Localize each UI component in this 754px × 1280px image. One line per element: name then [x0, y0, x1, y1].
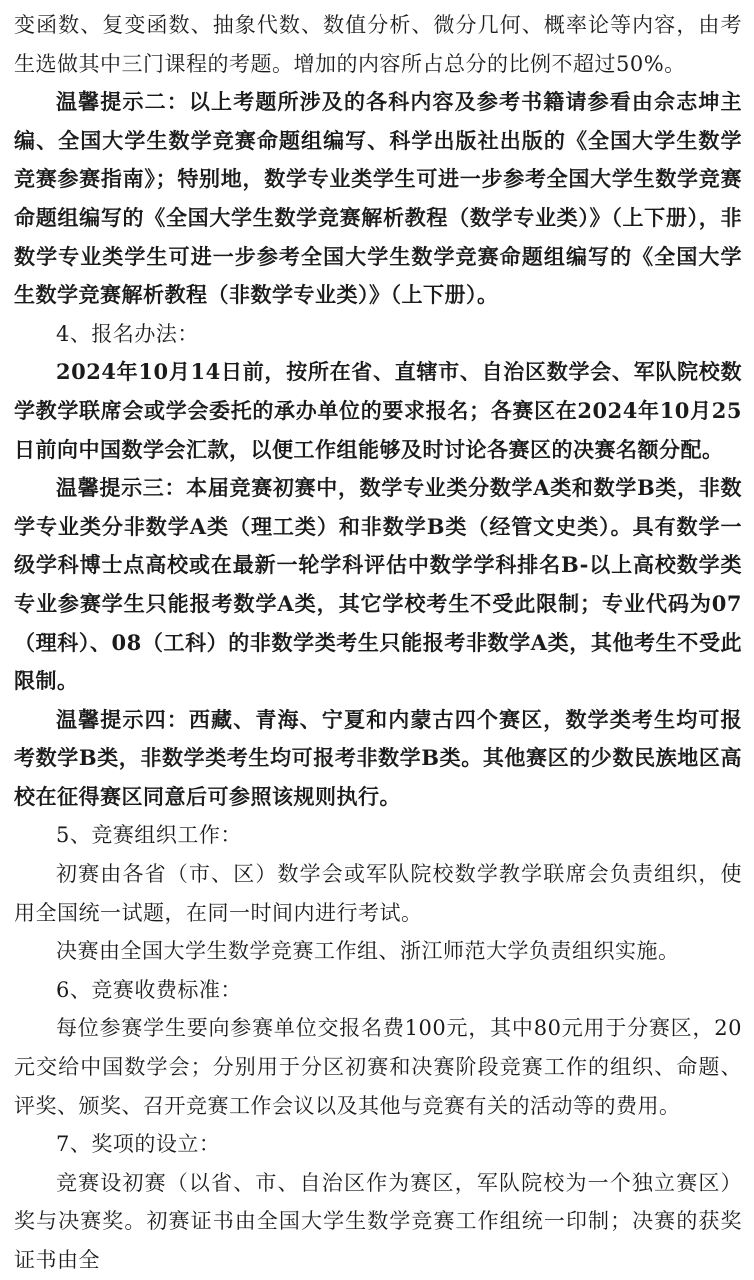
- paragraph-subjects-continued: 变函数、复变函数、抽象代数、数值分析、微分几何、概率论等内容，由考生选做其中三门课程的考题。增加的内容所占总分的比例不超过50%。: [14, 13, 742, 76]
- heading-organization: 5、竞赛组织工作：: [56, 823, 242, 848]
- paragraph-final-organization: 决赛由全国大学生数学竞赛工作组、浙江师范大学负责组织实施。: [56, 939, 680, 964]
- paragraph-tip-three: 温馨提示三：本届竞赛初赛中，数学专业类分数学A类和数学B类，非数学专业类分非数学A类（理工类）和非数学B类（经管文史类）。具有数学一级学科博士点高校或在最新一轮学科评估中数学学科排名B-以上高校数学类专业参赛学生只能报考数学A类，其它学校考生不受此限制；专业代码为07（理科）、08（工科）的非数学类考生只能报考非数学A类，其他考生不受此限制。: [14, 475, 742, 694]
- heading-awards: 7、奖项的设立：: [56, 1132, 221, 1157]
- paragraph-tip-four: 温馨提示四：西藏、青海、宁夏和内蒙古四个赛区，数学类考生均可报考数学B类，非数学类考生均可报考非数学B类。其他赛区的少数民族地区高校在征得赛区同意后可参照该规则执行。: [14, 706, 742, 809]
- heading-fees: 6、竞赛收费标准：: [56, 977, 242, 1002]
- paragraph-fees: 每位参赛学生要向参赛单位交报名费100元，其中80元用于分赛区，20元交给中国数学会；分别用于分区初赛和决赛阶段竞赛工作的组织、命题、评奖、颁奖、召开竞赛工作会议以及其他与竞赛有关的活动等的费用。: [14, 1016, 742, 1118]
- paragraph-preliminary-organization: 初赛由各省（市、区）数学会或军队院校数学教学联席会负责组织，使用全国统一试题，在同一时间内进行考试。: [14, 862, 742, 925]
- paragraph-awards: 竞赛设初赛（以省、市、自治区作为赛区，军队院校为一个独立赛区）奖与决赛奖。初赛证书由全国大学生数学竞赛工作组统一印制；决赛的获奖证书由全: [14, 1170, 742, 1272]
- paragraph-tip-two: 温馨提示二：以上考题所涉及的各科内容及参考书籍请参看由佘志坤主编、全国大学生数学竞赛命题组编写、科学出版社出版的《全国大学生数学竞赛参赛指南》；特别地，数学专业类学生可进一步参考全国大学生数学竞赛命题组编写的《全国大学生数学竞赛解析教程（数学专业类）》（上下册），非数学专业类学生可进一步参考全国大学生数学竞赛命题组编写的《全国大学生数学竞赛解析教程（非数学专业类）》（上下册）。: [14, 89, 742, 308]
- heading-registration: 4、报名办法：: [56, 321, 199, 346]
- paragraph-registration: 2024年10月14日前，按所在省、直辖市、自治区数学会、军队院校数学教学联席会或学会委托的承办单位的要求报名；各赛区在2024年10月25日前向中国数学会汇款，以便工作组能够及时讨论各赛区的决赛名额分配。: [14, 359, 742, 462]
